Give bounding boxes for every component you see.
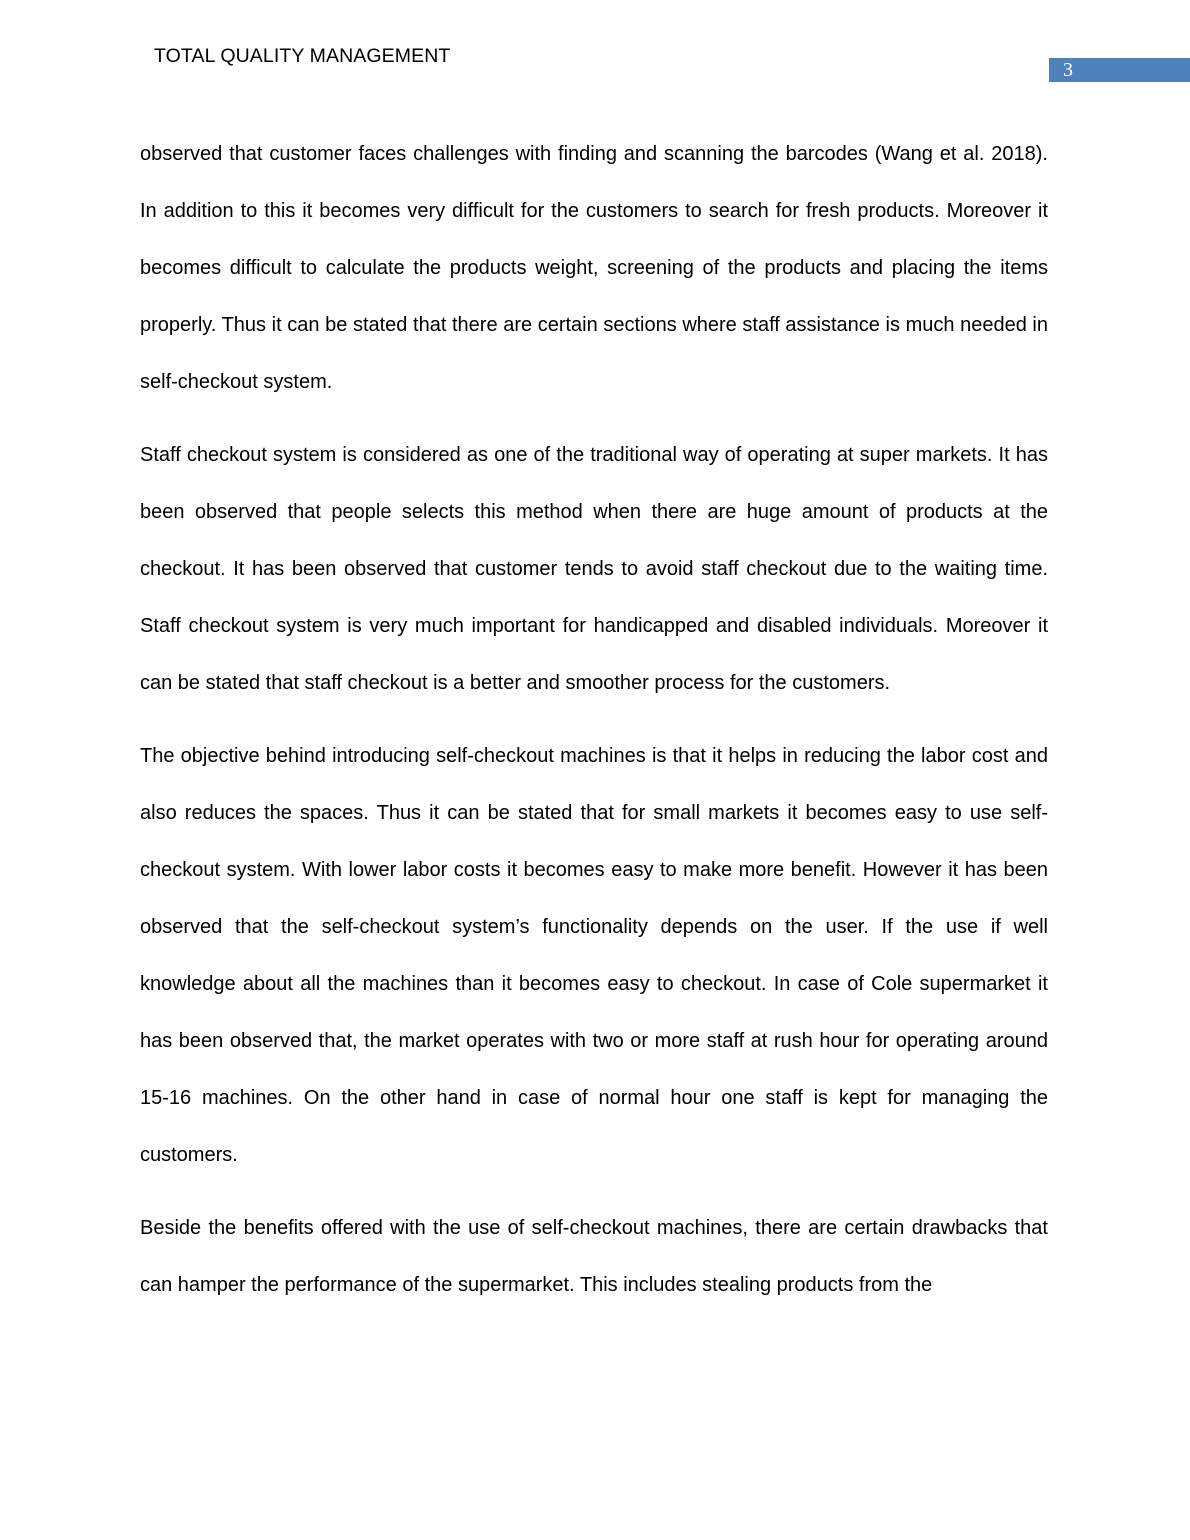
running-head: TOTAL QUALITY MANAGEMENT — [154, 45, 451, 67]
paragraph: The objective behind introducing self-checkout machines is that it helps in reducing the labor cost and also reduces the spaces. Thus it can be stated that for small markets it becomes easy to use self-checkout system. With lower labor costs it becomes easy to make more benefit. However it has been observed that the self-checkout system’s functionality depends on the user. If the use if well knowledge about all the machines than it becomes easy to checkout. In case of Cole supermarket it has been observed that, the market operates with two or more staff at rush hour for operating around 15-16 machines. On the other hand in case of normal hour one staff is kept for managing the customers. — [140, 745, 1048, 1166]
paragraph: observed that customer faces challenges with finding and scanning the barcodes (Wang et al. 2018). In addition to this it becomes very difficult for the customers to search for fresh products. Moreover it becomes difficult to calculate the products weight, screening of the products and placing the items properly. Thus it can be stated that there are certain sections where staff assistance is much needed in self-checkout system. — [140, 143, 1048, 393]
page-number-bar — [1049, 58, 1190, 82]
body-text — [140, 126, 1048, 1330]
paragraph: Staff checkout system is considered as one of the traditional way of operating at super markets. It has been observed that people selects this method when there are huge amount of products at the checkout. It has been observed that customer tends to avoid staff checkout due to the waiting time. Staff checkout system is very much important for handicapped and disabled individuals. Moreover it can be stated that staff checkout is a better and smoother process for the customers. — [140, 444, 1048, 694]
paragraph: Beside the benefits offered with the use of self-checkout machines, there are certain drawbacks that can hamper the performance of the supermarket. This includes stealing products from the — [140, 1217, 1048, 1296]
page-number: 3 — [1063, 59, 1073, 81]
